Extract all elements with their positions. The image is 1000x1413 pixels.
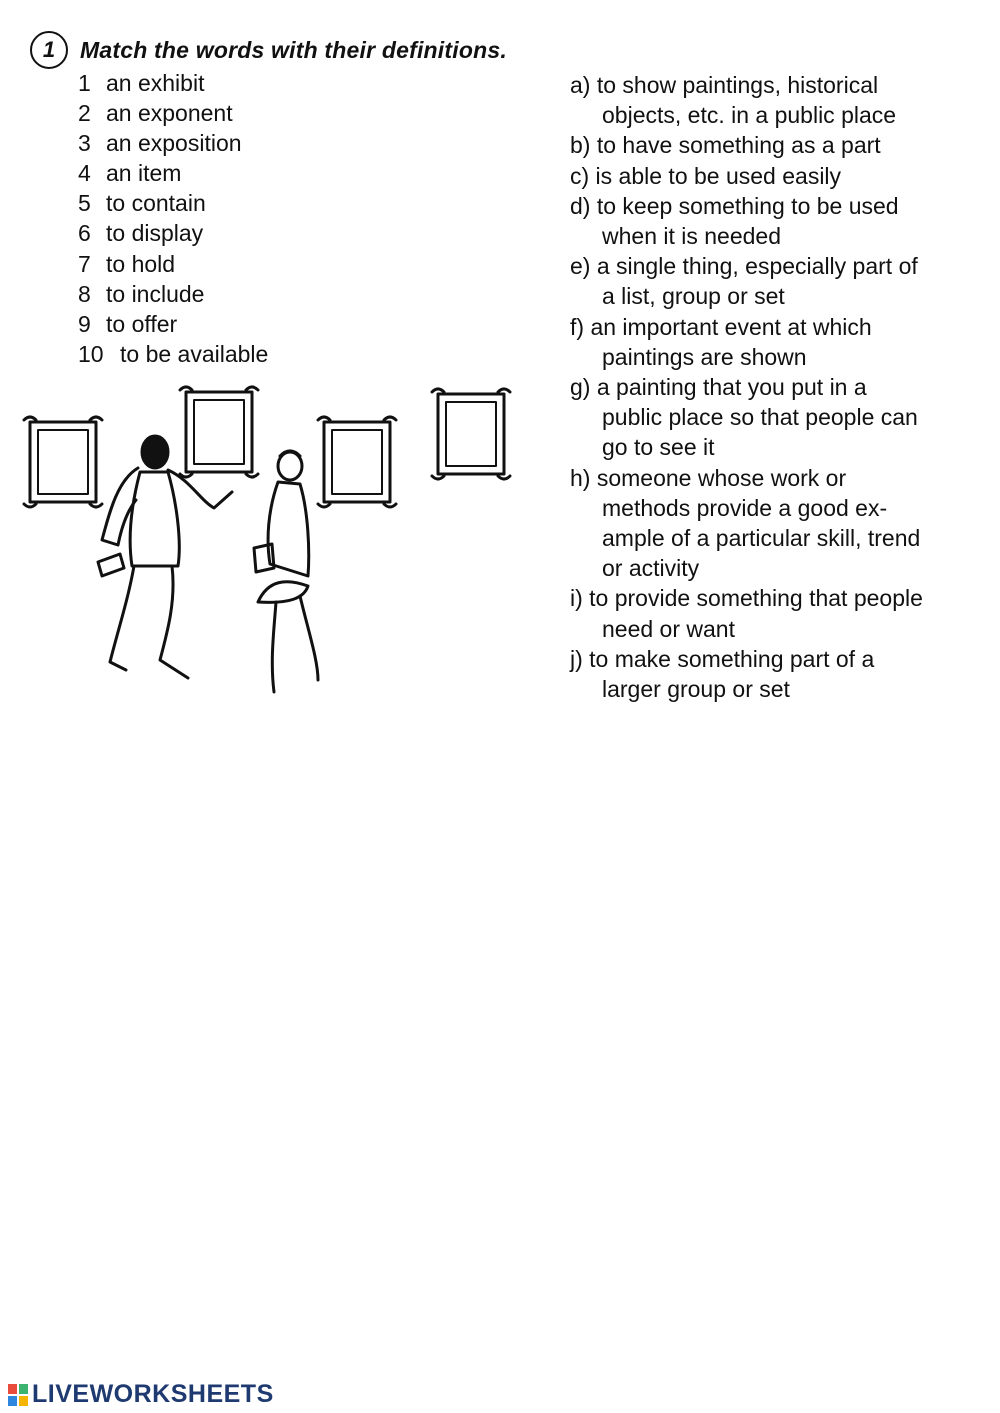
definition-first-line: c) is able to be used easily: [570, 162, 842, 189]
word-item: [78, 339, 268, 369]
word-number: 7: [78, 250, 91, 277]
word-text: an exposition: [106, 130, 242, 157]
word-number: 2: [78, 100, 91, 127]
word-item: [78, 68, 268, 98]
definition-continuation: go to see it: [602, 434, 715, 461]
word-text: an exponent: [106, 100, 233, 127]
definition-first-line: i) to provide something that people: [570, 585, 923, 612]
word-item: [78, 218, 268, 248]
definition-continuation: methods provide a good ex-: [602, 494, 888, 521]
definition-item: [570, 251, 980, 311]
definition-item: [570, 463, 980, 584]
definition-continuation: public place so that people can: [602, 404, 918, 431]
definition-first-line: f) an important event at which: [570, 313, 872, 340]
definition-continuation: paintings are shown: [602, 343, 807, 370]
word-text: to contain: [106, 190, 206, 217]
definition-item: [570, 644, 980, 704]
word-number: 5: [78, 190, 91, 217]
definition-continuation: need or want: [602, 615, 735, 642]
definition-first-line: e) a single thing, especially part of: [570, 253, 918, 280]
word-item: [78, 188, 268, 218]
word-text: an item: [106, 160, 182, 187]
definition-first-line: h) someone whose work or: [570, 464, 847, 491]
picture-frame-icon: [24, 417, 102, 507]
definition-first-line: d) to keep something to be used: [570, 192, 899, 219]
task-number-badge: 1: [30, 31, 68, 69]
woman-figure-icon: [254, 451, 318, 692]
definition-continuation: ample of a particular skill, trend: [602, 525, 921, 552]
gallery-illustration: [18, 380, 528, 700]
picture-frame-icon: [432, 389, 510, 479]
word-number: 10: [78, 340, 104, 367]
definition-first-line: g) a painting that you put in a: [570, 374, 867, 401]
word-text: to display: [106, 220, 204, 247]
definition-continuation: a list, group or set: [602, 283, 785, 310]
definition-item: [570, 161, 980, 191]
word-item: [78, 98, 268, 128]
picture-frame-icon: [180, 387, 258, 477]
definition-continuation: objects, etc. in a public place: [602, 102, 897, 129]
word-number: 4: [78, 160, 91, 187]
word-text: to offer: [106, 310, 178, 337]
definition-continuation: or activity: [602, 555, 700, 582]
definition-first-line: j) to make something part of a: [570, 645, 875, 672]
definition-item: [570, 372, 980, 463]
word-item: [78, 158, 268, 188]
task-title: Match the words with their definitions.: [80, 36, 507, 63]
word-list: [78, 68, 268, 369]
word-text: to include: [106, 280, 205, 307]
word-number: 1: [78, 70, 91, 96]
word-text: to be available: [120, 340, 269, 367]
liveworksheets-logo: [8, 1380, 274, 1409]
word-item: [78, 309, 268, 339]
word-text: an exhibit: [106, 70, 205, 96]
definition-first-line: a) to show paintings, historical: [570, 72, 879, 98]
definition-item: [570, 191, 980, 251]
definition-first-line: b) to have something as a part: [570, 132, 881, 159]
task-header: [30, 30, 507, 70]
word-item: [78, 249, 268, 279]
definition-item: [570, 312, 980, 372]
definition-item: [570, 583, 980, 643]
word-number: 8: [78, 280, 91, 307]
definition-list: [570, 70, 980, 704]
word-number: 6: [78, 220, 91, 247]
word-item: [78, 128, 268, 158]
logo-text: LIVEWORKSHEETS: [32, 1380, 274, 1408]
liveworksheets-logo-icon: [8, 1384, 28, 1406]
definition-continuation: larger group or set: [602, 676, 790, 703]
picture-frame-icon: [318, 417, 396, 507]
definition-continuation: when it is needed: [602, 223, 782, 250]
word-text: to hold: [106, 250, 176, 277]
definition-item: [570, 130, 980, 160]
definition-item: [570, 70, 980, 130]
word-number: 9: [78, 310, 91, 337]
word-number: 3: [78, 130, 91, 157]
word-item: [78, 279, 268, 309]
